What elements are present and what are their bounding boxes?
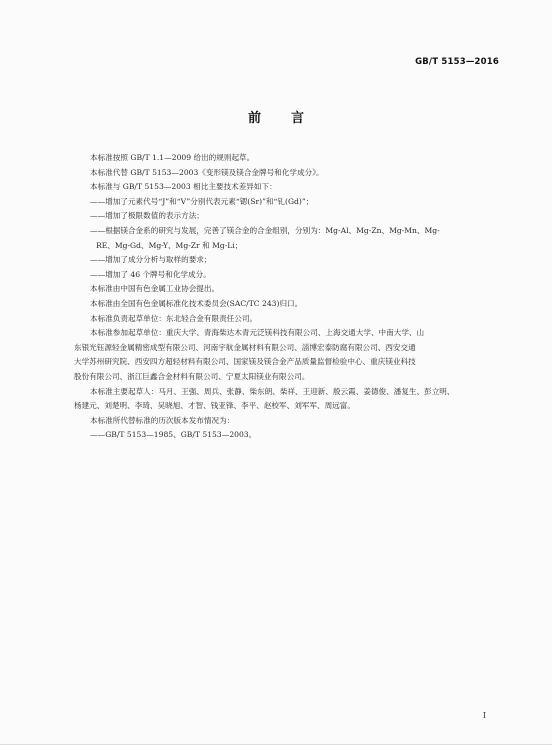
paragraph: 本标准负责起草单位：东北轻合金有限责任公司。: [90, 313, 258, 323]
standard-number: GB/T 5153—2016: [415, 57, 499, 67]
paragraph-continuation: 股份有限公司、浙江巨鑫合金材料有限公司、宁夏太阳镁业有限公司。: [74, 371, 310, 381]
list-item: ——增加了成分分析与取样的要求；: [90, 255, 212, 265]
paragraph: 本标准与 GB/T 5153—2003 相比主要技术差异如下：: [90, 182, 277, 192]
paragraph: 本标准由中国有色金属工业协会提出。: [90, 284, 220, 294]
list-item: ——增加了 46 个牌号和化学成分。: [90, 269, 211, 279]
title-char-2: 言: [291, 111, 305, 126]
list-item: ——根据镁合金系的研究与发展，完善了镁合金的合金组别，分别为：Mg-Al、Mg-Zn、Mg-Mn、Mg-: [90, 225, 440, 235]
list-item: ——GB/T 5153—1985、GB/T 5153—2003。: [90, 430, 257, 440]
list-item: ——增加了元素代号“J”和“V”分别代表元素“锶(Sr)”和“钆(Gd)”；: [90, 196, 314, 206]
paragraph: 本标准按照 GB/T 1.1—2009 给出的规则起草。: [90, 153, 255, 162]
paragraph: 本标准参加起草单位：重庆大学、青海柴达木青元泛镁科技有限公司、上海交通大学、中南大学、山: [90, 328, 425, 338]
list-item: ——增加了极限数值的表示方法；: [90, 211, 204, 221]
paragraph: 本标准主要起草人：马月、王强、周兵、张静、柴东朗、柴祥、王迎新、殷云霞、姜德俊、潘复生、彭立明、: [90, 386, 455, 396]
page-number: I: [482, 711, 486, 720]
foreword-body: [74, 151, 496, 443]
paragraph: 本标准代替 GB/T 5153—2003《变形镁及镁合金牌号和化学成分》。: [90, 167, 324, 177]
title-char-1: 前: [247, 111, 261, 126]
paragraph-continuation: 大学苏州研究院、西安四方超轻材料有限公司、国家镁及镁合金产品质量监督检验中心、重庆镁业科技: [74, 357, 416, 367]
paragraph-continuation: 杨建元、刘楚明、李琦、吴晓旭、才智、钱亚锋、李平、赵校军、刘军军、周远富。: [74, 401, 355, 411]
paragraph-continuation: 东银光钰源轻金属精密成型有限公司、河南宇航金属材料有限公司、淄博宏泰防腐有限公司、西安交通: [74, 342, 416, 352]
section-title: [0, 107, 552, 126]
paragraph: 本标准由全国有色金属标准化技术委员会(SAC/TC 243)归口。: [90, 298, 303, 308]
paragraph: 本标准所代替标准的历次版本发布情况为：: [90, 415, 235, 425]
list-item-continuation: RE、Mg-Gd、Mg-Y、Mg-Zr 和 Mg-Li；: [96, 240, 243, 250]
